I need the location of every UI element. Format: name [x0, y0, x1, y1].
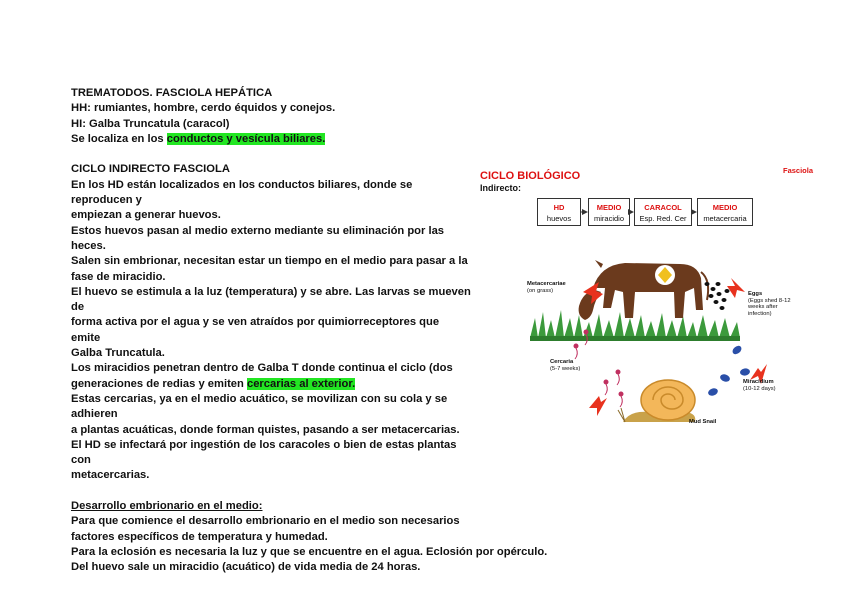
- highlight: conductos y vesícula biliares.: [166, 132, 326, 145]
- text-line: Se localiza en los conductos y vesícula biliares.: [71, 132, 326, 145]
- highlight: cercarias al exterior.: [246, 377, 356, 390]
- text-line: forma activa por el agua y se ven atraídos por quimiorreceptores que emite: [71, 316, 440, 344]
- heading-trematodos: TREMATODOS. FASCIOLA HEPÁTICA: [71, 87, 273, 99]
- label-miracidium: Miracidium (10-12 days): [743, 379, 776, 392]
- cycle-box: MEDIO miracidio: [588, 198, 630, 226]
- text-line: Salen sin embrionar, necesitan estar un tiempo en el medio para pasar a la: [71, 255, 468, 268]
- label-metacercariae: Metacercariae (on grass): [527, 281, 566, 294]
- text-line: a plantas acuáticas, donde forman quistes, pasando a ser metacercarias.: [71, 423, 460, 436]
- text-line: Del huevo sale un miracidio (acuático) de vida media de 24 horas.: [71, 561, 421, 574]
- text-line: HH: rumiantes, hombre, cerdo équidos y conejos.: [71, 102, 336, 115]
- text-line: Galba Truncatula.: [71, 347, 165, 360]
- text-line: fase de miracidio.: [71, 270, 166, 283]
- label-snail: Mud Snail: [689, 419, 717, 425]
- figure-subtitle: Indirecto:: [480, 183, 522, 193]
- grass-icon: [530, 310, 740, 341]
- label-eggs: Eggs (Eggs shed 8-12 weeks after infection): [748, 291, 791, 317]
- figure-brand: Fasciola: [783, 166, 814, 175]
- cow-icon: [579, 260, 709, 320]
- text-line: Estos huevos pasan al medio externo mediante su eliminación por las heces.: [71, 224, 445, 252]
- text-line: metacercarias.: [71, 469, 150, 482]
- text-line: Para la eclosión es necesaria la luz y que se encuentre en el agua. Eclosión por opérculo.: [71, 545, 548, 558]
- text-line: HI: Galba Truncatula (caracol): [71, 117, 230, 130]
- label-cercaria: Cercaria (5-7 weeks): [550, 359, 581, 372]
- heading-ciclo: CICLO INDIRECTO FASCIOLA: [71, 163, 230, 176]
- cycle-box: HD huevos: [537, 198, 581, 226]
- life-cycle-figure: [475, 160, 820, 430]
- text-line: Estas cercarias, ya en el medio acuático, se movilizan con su cola y se adhieren: [71, 392, 448, 421]
- snail-icon: [618, 380, 695, 422]
- text-line: generaciones de redias y emiten cercarias al exterior.: [71, 377, 356, 390]
- text-line: En los HD están localizados en los conductos biliares, donde se reproducen y: [71, 178, 413, 207]
- heading-desarrollo: Desarrollo embrionario en el medio:: [71, 500, 263, 513]
- cycle-box: CARACOL Esp. Red. Cer: [634, 198, 692, 226]
- text-line: empiezan a generar huevos.: [71, 209, 221, 222]
- text-line: El HD se infectará por ingestión de los caracoles o bien de estas plantas con: [71, 438, 457, 467]
- cercaria-icon: [574, 330, 624, 408]
- text-line: Los miracidios penetran dentro de Galba T donde continua el ciclo (dos: [71, 362, 453, 375]
- text-line: Para que comience el desarrollo embrionario en el medio son necesarios: [71, 515, 460, 528]
- cycle-box: MEDIO metacercaria: [697, 198, 753, 226]
- text-line: factores específicos de temperatura y humedad.: [71, 530, 328, 543]
- figure-title: CICLO BIOLÓGICO: [480, 170, 581, 182]
- text-line: El huevo se estimula a la luz (temperatura) y se abre. Las larvas se mueven de: [71, 285, 471, 314]
